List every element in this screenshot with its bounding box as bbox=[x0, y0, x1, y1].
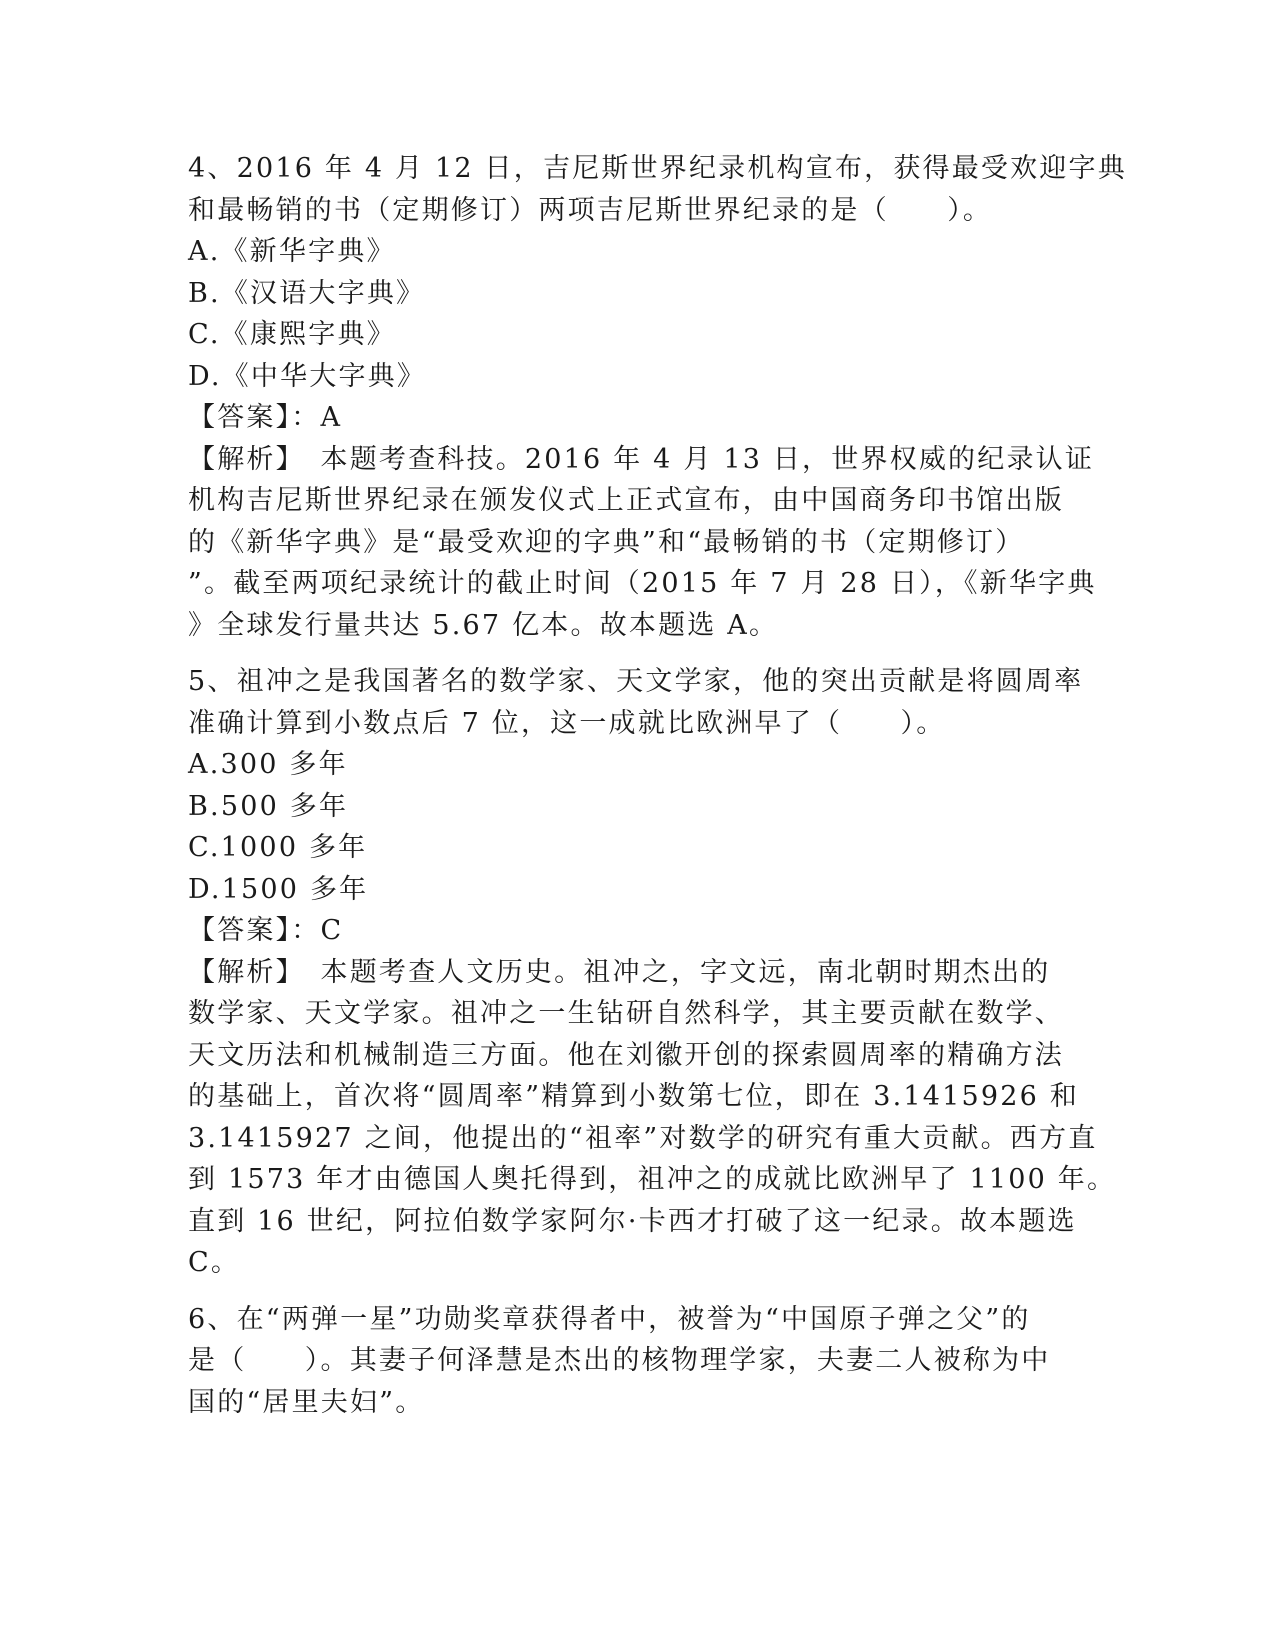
document-page bbox=[188, 148, 1127, 1423]
question-5-text-line-1: 5、祖冲之是我国著名的数学家、天文学家，他的突出贡献是将圆周率 bbox=[188, 666, 1084, 697]
question-5-analysis-line-5: 3.1415927 之间，他提出的“祖率”对数学的研究有重大贡献。西方直 bbox=[188, 1122, 1098, 1154]
question-5-analysis-line-8: C。 bbox=[188, 1247, 241, 1278]
question-5-analysis-line-3: 天文历法和机械制造三方面。他在刘徽开创的探索圆周率的精确方法 bbox=[188, 1039, 1064, 1071]
question-5-analysis-line-1: 【解析】 本题考查人文历史。祖冲之，字文远，南北朝时期杰出的 bbox=[188, 956, 1051, 988]
question-5-option-a: A.300 多年 bbox=[188, 749, 348, 780]
question-5-analysis-line-7: 直到 16 世纪，阿拉伯数学家阿尔·卡西才打破了这一纪录。故本题选 bbox=[188, 1205, 1077, 1237]
question-4-option-b: B.《汉语大字典》 bbox=[188, 277, 426, 309]
question-4 bbox=[188, 148, 1127, 646]
question-5-analysis-line-4: 的基础上，首次将“圆周率”精算到小数第七位，即在 3.1415926 和 bbox=[188, 1081, 1079, 1112]
question-4-analysis-line-1: 【解析】 本题考查科技。2016 年 4 月 13 日，世界权威的纪录认证 bbox=[188, 443, 1095, 475]
question-5-option-c: C.1000 多年 bbox=[188, 832, 368, 863]
question-6-text-line-1: 6、在“两弹一星”功勋奖章获得者中，被誉为“中国原子弹之父”的 bbox=[188, 1303, 1031, 1335]
question-4-option-c: C.《康熙字典》 bbox=[188, 319, 396, 350]
question-spacer bbox=[188, 1284, 1088, 1299]
question-4-option-d: D.《中华大字典》 bbox=[188, 360, 427, 392]
question-4-analysis-line-5: 》全球发行量共达 5.67 亿本。故本题选 A。 bbox=[188, 609, 779, 641]
question-6-text-line-2: 是（ ）。其妻子何泽慧是杰出的核物理学家，夫妻二人被称为中 bbox=[188, 1345, 1051, 1376]
question-4-text-line-2: 和最畅销的书（定期修订）两项吉尼斯世界纪录的是（ ）。 bbox=[188, 194, 993, 226]
question-5-option-d: D.1500 多年 bbox=[188, 873, 369, 905]
question-4-analysis-line-3: 的《新华字典》是“最受欢迎的字典”和“最畅销的书（定期修订） bbox=[188, 526, 1025, 558]
question-5-analysis-line-6: 到 1573 年才由德国人奥托得到，祖冲之的成就比欧洲早了 1100 年。 bbox=[188, 1164, 1117, 1195]
question-4-analysis-line-2: 机构吉尼斯世界纪录在颁发仪式上正式宣布，由中国商务印书馆出版 bbox=[188, 485, 1064, 516]
question-5-analysis-line-2: 数学家、天文学家。祖冲之一生钻研自然科学，其主要贡献在数学、 bbox=[188, 998, 1064, 1029]
question-4-answer: 【答案】：A bbox=[188, 402, 343, 433]
question-6 bbox=[188, 1299, 1088, 1424]
question-5-text-line-2: 准确计算到小数点后 7 位，这一成就比欧洲早了（ ）。 bbox=[188, 707, 946, 739]
question-4-analysis-line-4: ”。截至两项纪录统计的截止时间（2015 年 7 月 28 日），《新华字典 bbox=[188, 568, 1097, 599]
question-6-text-line-3: 国的“居里夫妇”。 bbox=[188, 1386, 425, 1418]
question-4-text-line-1: 4、2016 年 4 月 12 日，吉尼斯世界纪录机构宣布，获得最受欢迎字典 bbox=[188, 153, 1127, 184]
question-5 bbox=[188, 661, 1117, 1284]
question-5-answer: 【答案】：C bbox=[188, 915, 344, 946]
question-4-option-a: A.《新华字典》 bbox=[188, 236, 396, 267]
question-5-option-b: B.500 多年 bbox=[188, 790, 349, 822]
question-spacer bbox=[188, 646, 1088, 661]
